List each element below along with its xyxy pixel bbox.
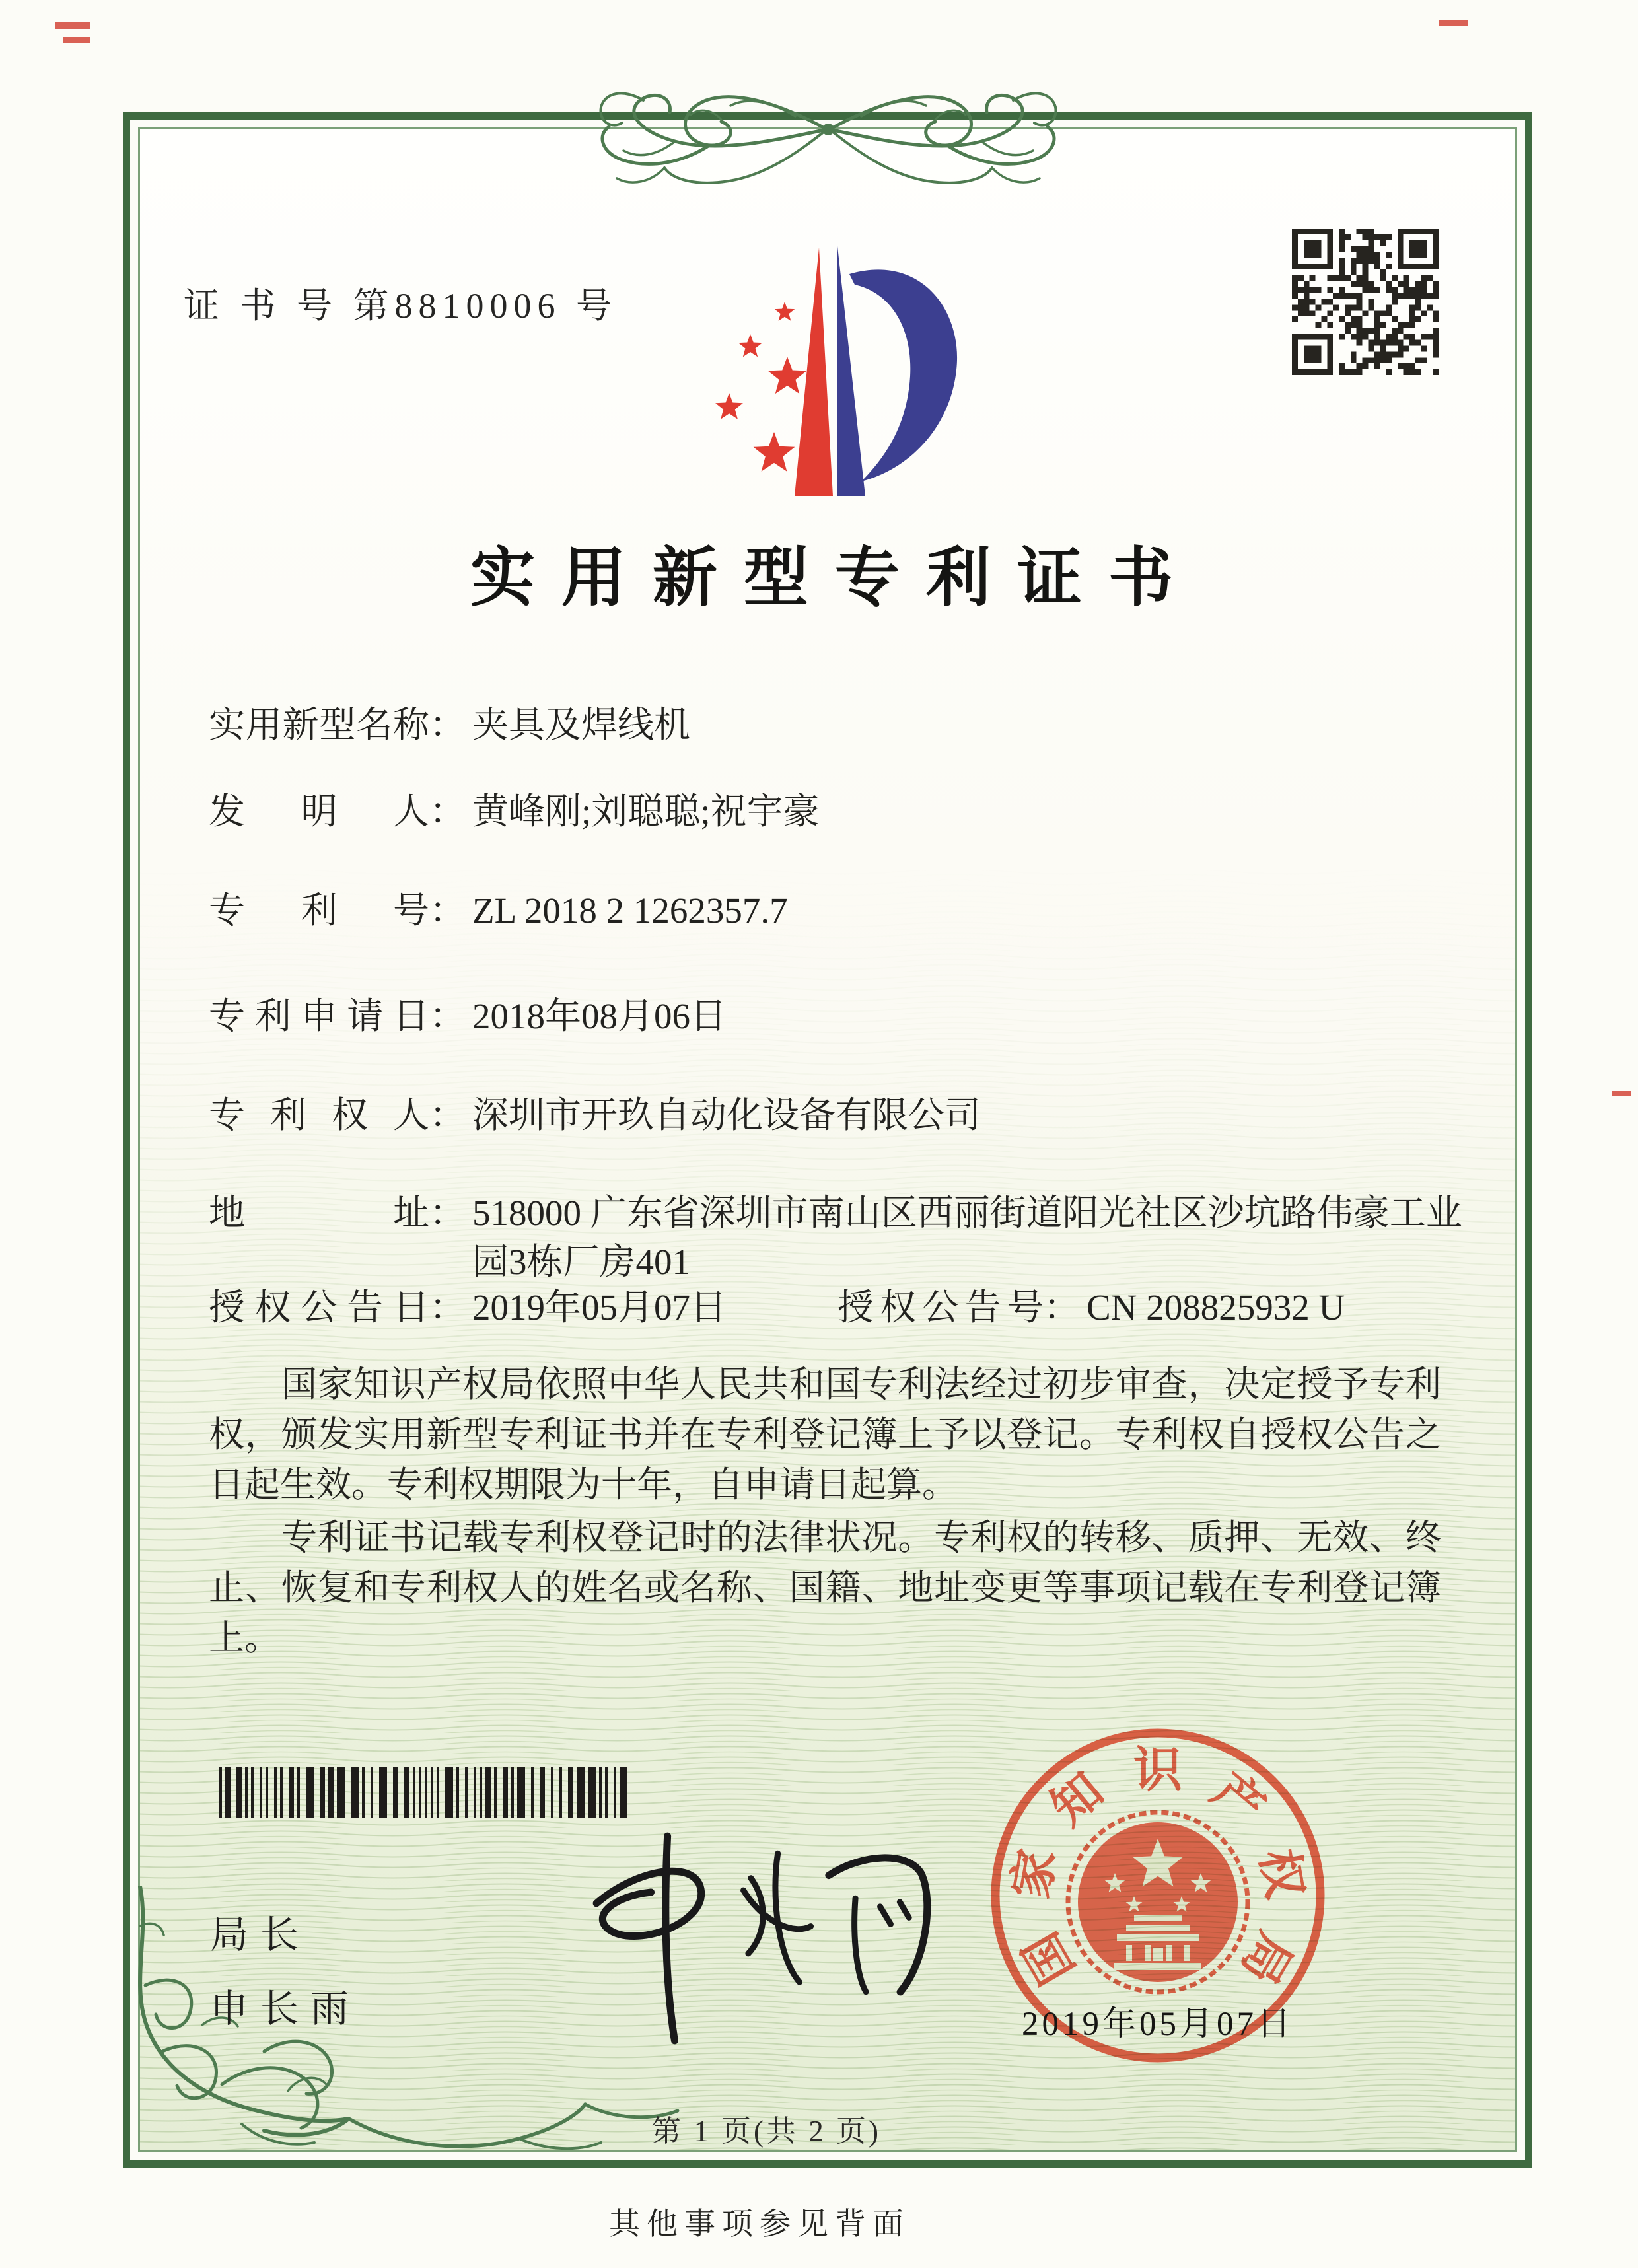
field-row-3 — [209, 886, 788, 935]
seal-char: 识 — [1133, 1744, 1182, 1798]
field-label: 实 用 新 型 名 称 — [209, 705, 429, 745]
field-value: 夹具及焊线机 — [472, 705, 691, 745]
field-colon: ： — [429, 996, 466, 1036]
scan-mark-right-edge — [1612, 1091, 1631, 1096]
body-paragraph-2: 专利证书记载专利权登记时的法律状况。专利权的转移、质押、无效、终止、恢复和专利权人的姓名或名称、国籍、地址变更等事项记载在专利登记簿上。 — [209, 1518, 1441, 1658]
field-label-2: 授 权 公 告 号 — [837, 1287, 1044, 1328]
field-value: 2019年05月07日 — [472, 1287, 727, 1328]
seal-char: 产 — [1201, 1763, 1275, 1837]
footer-note: 其他事项参见背面 — [609, 2207, 910, 2242]
director-name-label: 申长雨 — [210, 1987, 361, 2030]
field-value: 深圳市开玖自动化设备有限公司 — [472, 1095, 981, 1135]
body-paragraph-1: 国家知识产权局依照中华人民共和国专利法经过初步审查，决定授予专利权，颁发实用新型专利证书并在专利登记簿上予以登记。专利权自授权公告之日起生效。专利权期限为十年，自申请日起算。 — [209, 1364, 1441, 1505]
field-row-7 — [209, 1283, 1345, 1332]
field-row-6 — [209, 1189, 1476, 1287]
scan-mark-top-left-1 — [55, 22, 90, 29]
seal-char: 国 — [1014, 1923, 1086, 1993]
director-title-label: 局长 — [210, 1913, 311, 1956]
scan-mark-top-left-2 — [63, 37, 90, 43]
field-label: 专 利 号 — [209, 890, 429, 931]
field-colon: ： — [429, 1095, 466, 1135]
signature-graphic — [535, 1818, 958, 2055]
scan-mark-top-right — [1439, 20, 1468, 26]
field-value: ZL 2018 2 1262357.7 — [472, 890, 788, 931]
field-label: 发 明 人 — [209, 791, 429, 832]
field-colon: ： — [1044, 1287, 1081, 1328]
seal-date: 2019年05月07日 — [1021, 2006, 1294, 2043]
seal-char: 权 — [1250, 1845, 1312, 1903]
field-label: 专 利 权 人 — [209, 1095, 429, 1135]
field-colon: ： — [429, 890, 466, 931]
certificate-title: 实用新型专利证书 — [470, 543, 1199, 614]
field-row-1 — [209, 701, 690, 750]
certificate-number: 证 书 号 第8810006 号 — [184, 286, 618, 326]
field-value: 518000 广东省深圳市南山区西丽街道阳光社区沙坑路伟豪工业园3栋厂房401 — [472, 1193, 1462, 1282]
field-value: 2018年08月06日 — [472, 996, 727, 1036]
field-colon: ： — [429, 705, 466, 745]
barcode — [219, 1767, 634, 1818]
field-colon: ： — [429, 791, 466, 832]
top-flourish-ornament — [577, 63, 1079, 199]
cnipa-logo — [697, 234, 962, 499]
field-label: 授 权 公 告 日 — [209, 1287, 429, 1328]
field-label: 地 址 — [209, 1193, 429, 1233]
field-label: 专 利 申 请 日 — [209, 996, 429, 1036]
field-colon: ： — [429, 1193, 466, 1233]
seal-char: 局 — [1230, 1923, 1302, 1993]
seal-char: 知 — [1041, 1763, 1114, 1837]
qr-code — [1292, 229, 1439, 375]
field-value-2: CN 208825932 U — [1086, 1287, 1345, 1328]
field-value: 黄峰刚;刘聪聪;祝宇豪 — [472, 791, 820, 832]
page-number: 第 1 页(共 2 页) — [651, 2115, 881, 2148]
field-row-2 — [209, 787, 820, 836]
field-row-5 — [209, 1091, 981, 1140]
field-colon: ： — [429, 1287, 466, 1328]
seal-char: 家 — [1004, 1845, 1066, 1903]
field-row-4 — [209, 992, 727, 1041]
